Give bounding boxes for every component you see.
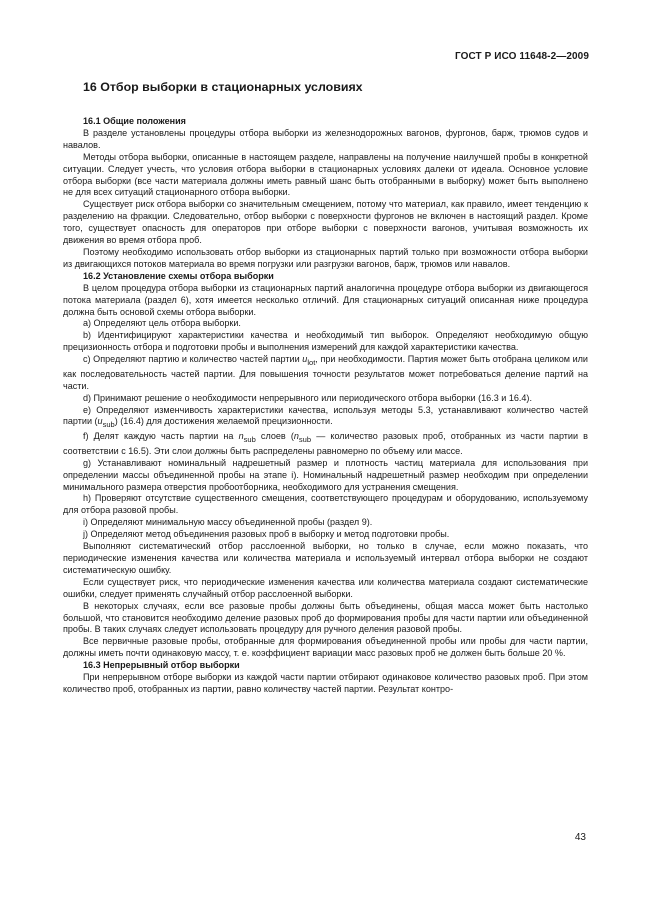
paragraph: Выполняют систематический отбор расслоенной выборки, но только в случае, если можно показать, что периодические изменения качества или количества материала и используемый интервал отбора выборки не создают систематическую ошибку. — [63, 541, 588, 575]
standard-header: ГОСТ Р ИСО 11648-2—2009 — [454, 51, 589, 62]
list-item-b: b) Идентифицируют характеристики качества и необходимый тип выборок. Определяют необходимую общую прецизионность отбора и подготовки пробы и выполнения измерений для каждой характеристики качества. — [63, 330, 588, 353]
list-item-a: a) Определяют цель отбора выборки. — [83, 318, 241, 329]
paragraph: В некоторых случаях, если все разовые пробы должны быть объединены, общая масса может быть настолько большой, что становится необходимо деление разовых проб до формирования пробы для части партии или объединенной пробы. В таких случаях следует использовать процедуру для ручного деления разовой пробы. — [63, 600, 588, 635]
section-title: 16 Отбор выборки в стационарных условиях — [83, 80, 363, 94]
paragraph: Поэтому необходимо использовать отбор выборки из стационарных партий только при возможности отбора выборки из двигающихся потоков материала во время погрузки или разгрузки вагонов, барж, трюмов или навалов. — [63, 246, 588, 269]
subsection-16-1-title: 16.1 Общие положения — [83, 116, 186, 126]
paragraph: Методы отбора выборки, описанные в настоящем разделе, направлены на получение наилучшей пробы в конкретной ситуации. Следует учесть, что условия отбора выборки в стационарных условиях далеки от идеала. Основное условие отбора выборки (все части материала должны иметь равный шанс быть отобранными в выборку) может быть выполнено не для всех ситуаций стационарного отбора выборки. — [63, 151, 588, 198]
paragraph: Если существует риск, что периодические изменения качества или количества материала создают систематические ошибки, следует применять случайный отбор расслоенной выборки. — [63, 576, 588, 599]
paragraph: В целом процедура отбора выборки из стационарных партий аналогична процедуре отбора выборки из двигающегося потока материала (раздел 6), хотя имеется несколько отличий. Для стационарных ситуаций описанная ниже процедура должна быть основой схемы отбора выборки. — [63, 282, 588, 317]
page-number: 43 — [574, 832, 586, 843]
paragraph: Существует риск отбора выборки со значительным смещением, потому что материал, как правило, имеет тенденцию к разделению на фракции. Следовательно, отбор выборки с поверхности фургонов не включен в настоящий раздел. Кроме того, существует опасность для операторов при отборе выборки с поверхности вагонов, учитывая возможность их движения во время отбора проб. — [63, 199, 588, 246]
spacer — [63, 106, 588, 116]
list-item-j: j) Определяют метод объединения разовых проб в выборку и метод подготовки пробы. — [83, 529, 450, 540]
subsection-16-2-title: 16.2 Установление схемы отбора выборки — [83, 270, 274, 281]
list-item-i: i) Определяют минимальную массу объединенной пробы (раздел 9). — [83, 517, 373, 528]
paragraph: В разделе установлены процедуры отбора выборки из железнодорожных вагонов, фургонов, барж, трюмов судов и навалов. — [63, 127, 588, 150]
list-item-e: e) Определяют изменчивость характеристики качества, используя методы 5.3, устанавливают количество частей партии $(u_{sub})$ (16.4) для достижения желаемой прецизионности. — [63, 404, 588, 430]
subsection-16-3-title: 16.3 Непрерывный отбор выборки — [83, 660, 240, 671]
paragraph: При непрерывном отборе выборки из каждой части партии отбирают одинаковое количество разовых проб. При этом количество проб, отобранных из партии, равно количеству частей партии. Результат контро- — [63, 672, 588, 694]
list-item-c: c) Определяют партию и количество частей партии $u_{lot}$, при необходимости. Партия может быть отобрана целиком или как последовательность частей партии. Для повышения точности результатов может потребоваться деление партий на части. — [63, 354, 588, 391]
list-item-g: g) Устанавливают номинальный надрешетный размер и плотность частиц материала для использования при определении массы объединенной пробы на этапе i). Номинальный надрешетный размер необходим при определении минимального размера отверстия пробоотборника, необходимого для устранения смещения. — [63, 457, 588, 492]
page-content — [63, 75, 588, 696]
paragraph: Все первичные разовые пробы, отобранные для формирования объединенной пробы или пробы для части партии, должны иметь почти одинаковую массу, т. е. коэффициент вариации масс разовых проб не должен быть больше 20 %. — [63, 636, 588, 659]
list-item-f: f) Делят каждую часть партии на $n_{sub}$ слоев ($n_{sub}$ — количество разовых проб, отобранных из части партии в соответствии с 16.5). Эти слои должны быть распределены равномерно по объему или массе. — [63, 431, 588, 456]
list-item-d: d) Принимают решение о необходимости непрерывного или периодического отбора выборки (16.3 и 16.4). — [83, 392, 532, 403]
list-item-h: h) Проверяют отсутствие существенного смещения, соответствующего процедурам и оборудованию, используемому для отбора разовой пробы. — [63, 493, 588, 516]
